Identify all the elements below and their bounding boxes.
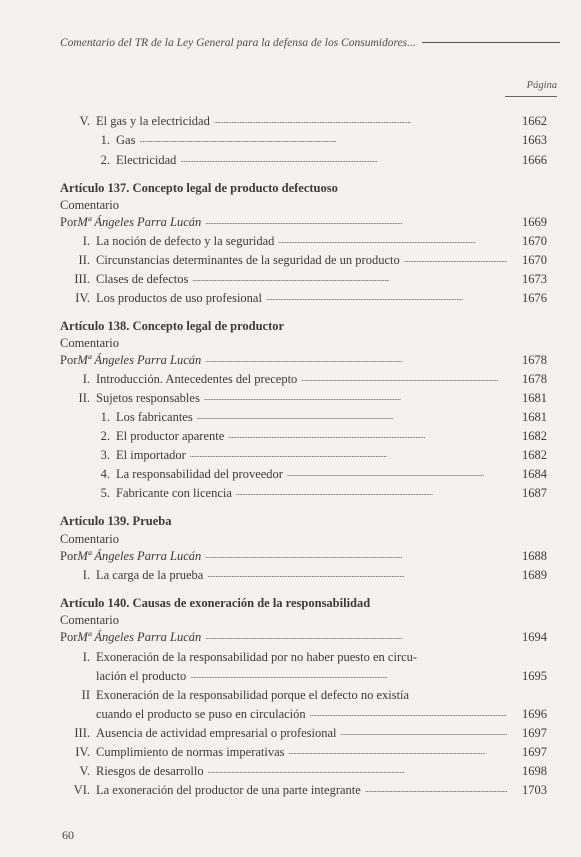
comment-label <box>60 611 547 629</box>
page-ref: 1662 <box>522 114 547 128</box>
entry-text: Introducción. Antecedentes del precepto <box>96 372 298 386</box>
entry-text: El gas y la electricidad <box>96 114 210 128</box>
toc-entry-continued <box>96 705 547 723</box>
leader-dots <box>337 724 507 742</box>
entry-text: La responsabilidad del proveedor <box>116 467 283 481</box>
author-name: Mª Ángeles Parra Lucán <box>77 549 202 563</box>
entry-text: La noción de defecto y la seguridad <box>96 234 275 248</box>
toc-entry <box>58 370 547 388</box>
entry-number: I. <box>82 372 90 386</box>
header-rule <box>422 42 560 43</box>
author-entry <box>60 213 547 231</box>
article-title: Artículo 140. Causas de exoneración de la responsabilidad <box>60 596 371 610</box>
article-title: Artículo 138. Concepto legal de productor <box>60 319 285 333</box>
page-ref: 1681 <box>522 410 547 424</box>
entry-number: 5. <box>100 486 110 500</box>
page-ref: 1682 <box>522 448 547 462</box>
entry-number: I. <box>82 568 90 582</box>
article-title: Artículo 139. Prueba <box>60 514 172 528</box>
entry-text: La exoneración del productor de una parte integrante <box>96 783 361 797</box>
leader-dots <box>186 446 507 464</box>
author-prefix: Por <box>60 630 78 644</box>
comment-label <box>60 334 547 352</box>
entry-text: Circunstancias determinantes de la seguridad de un producto <box>96 253 400 267</box>
page-column-rule <box>505 96 557 97</box>
comment-text: Comentario <box>60 613 120 627</box>
article-heading <box>60 512 547 530</box>
entry-text: Electricidad <box>116 153 177 167</box>
page-ref: 1666 <box>522 153 547 167</box>
article-heading <box>60 317 547 335</box>
entry-number: V. <box>79 764 90 778</box>
toc-entry <box>58 686 547 704</box>
page-ref: 1663 <box>522 133 547 147</box>
toc-entry <box>78 465 547 483</box>
toc-entry <box>58 289 547 307</box>
entry-text: El importador <box>116 448 186 462</box>
leader-dots <box>203 566 507 584</box>
entry-text: Exoneración de la responsabilidad por no haber puesto en circu- <box>96 650 418 664</box>
entry-text: Cumplimiento de normas imperativas <box>96 745 285 759</box>
toc-entry <box>78 427 547 445</box>
entry-number: IV. <box>75 745 90 759</box>
entry-number: 2. <box>100 429 110 443</box>
page-ref: 1688 <box>522 549 547 563</box>
entry-number: 4. <box>100 467 110 481</box>
author-entry <box>60 351 547 369</box>
toc-entry <box>78 131 547 149</box>
entry-text-continued: lación el producto <box>96 669 187 683</box>
page-ref: 1673 <box>522 272 547 286</box>
page-ref: 1670 <box>522 234 547 248</box>
article-heading <box>60 594 547 612</box>
toc-entry <box>58 724 547 742</box>
leader-dots <box>224 427 507 445</box>
toc-entry-continued <box>96 667 547 685</box>
leader-dots <box>201 628 507 646</box>
leader-dots <box>201 547 507 565</box>
leader-dots <box>400 251 507 269</box>
leader-dots <box>193 408 507 426</box>
entry-text: El productor aparente <box>116 429 225 443</box>
toc-entry <box>58 251 547 269</box>
toc-entry <box>58 232 547 250</box>
page-ref: 1676 <box>522 291 547 305</box>
entry-number: III. <box>74 272 90 286</box>
entry-number: 1. <box>100 133 110 147</box>
leader-dots <box>210 112 507 130</box>
toc-entry <box>58 762 547 780</box>
author-entry <box>60 628 547 646</box>
entry-text: Clases de defectos <box>96 272 189 286</box>
leader-dots <box>285 743 507 761</box>
entry-number: I. <box>82 234 90 248</box>
leader-dots <box>274 232 507 250</box>
page-ref: 1669 <box>522 215 547 229</box>
toc-entry <box>58 270 547 288</box>
comment-label <box>60 530 547 548</box>
author-prefix: Por <box>60 353 78 367</box>
toc-entry <box>58 112 547 130</box>
entry-text: Exoneración de la responsabilidad porque el defecto no existía <box>96 688 410 702</box>
entry-text: Ausencia de actividad empresarial o profesional <box>96 726 337 740</box>
leader-dots <box>297 370 507 388</box>
leader-dots <box>232 484 507 502</box>
entry-text: Los productos de uso profesional <box>96 291 262 305</box>
page-ref: 1696 <box>522 707 547 721</box>
author-prefix: Por <box>60 549 78 563</box>
page-ref: 1697 <box>522 726 547 740</box>
toc-entry <box>58 648 547 666</box>
entry-number: VI. <box>73 783 90 797</box>
comment-text: Comentario <box>60 336 120 350</box>
entry-number: I. <box>82 650 90 664</box>
entry-text: Los fabricantes <box>116 410 193 424</box>
page-ref: 1681 <box>522 391 547 405</box>
toc-entry <box>58 566 547 584</box>
entry-number: II. <box>78 253 90 267</box>
entry-number: 3. <box>100 448 110 462</box>
leader-dots <box>262 289 507 307</box>
page-ref: 1694 <box>522 630 547 644</box>
toc-entry <box>78 151 547 169</box>
toc-entry <box>58 743 547 761</box>
page-ref: 1698 <box>522 764 547 778</box>
entry-number: II <box>81 688 90 702</box>
leader-dots <box>176 151 507 169</box>
entry-text: Gas <box>116 133 136 147</box>
comment-text: Comentario <box>60 198 120 212</box>
leader-dots <box>200 389 507 407</box>
toc-entry <box>58 781 547 799</box>
page-ref: 1678 <box>522 353 547 367</box>
leader-dots <box>201 213 507 231</box>
author-name: Mª Ángeles Parra Lucán <box>77 215 202 229</box>
article-title: Artículo 137. Concepto legal de producto defectuoso <box>60 181 338 195</box>
page-ref: 1687 <box>522 486 547 500</box>
leader-dots <box>188 270 507 288</box>
leader-dots <box>306 705 507 723</box>
page-ref: 1697 <box>522 745 547 759</box>
page-ref: 1684 <box>522 467 547 481</box>
comment-label <box>60 196 547 214</box>
leader-dots <box>361 781 507 799</box>
leader-dots <box>186 667 507 685</box>
entry-number: III. <box>74 726 90 740</box>
entry-number: V. <box>79 114 90 128</box>
leader-dots <box>204 762 507 780</box>
entry-text: La carga de la prueba <box>96 568 204 582</box>
author-name: Mª Ángeles Parra Lucán <box>77 630 202 644</box>
page-ref: 1678 <box>522 372 547 386</box>
page-ref: 1689 <box>522 568 547 582</box>
entry-number: II. <box>78 391 90 405</box>
entry-text-continued: cuando el producto se puso en circulación <box>96 707 306 721</box>
page-number: 60 <box>62 828 74 842</box>
leader-dots <box>135 131 507 149</box>
article-heading <box>60 179 547 197</box>
page-ref: 1682 <box>522 429 547 443</box>
page-ref: 1703 <box>522 783 547 797</box>
toc-entry <box>78 446 547 464</box>
entry-number: 2. <box>100 153 110 167</box>
author-name: Mª Ángeles Parra Lucán <box>77 353 202 367</box>
author-entry <box>60 547 547 565</box>
page-ref: 1670 <box>522 253 547 267</box>
running-header <box>60 37 560 49</box>
comment-text: Comentario <box>60 532 120 546</box>
entry-text: Fabricante con licencia <box>116 486 232 500</box>
leader-dots <box>201 351 507 369</box>
entry-number: 1. <box>100 410 110 424</box>
leader-dots <box>283 465 507 483</box>
page-ref: 1695 <box>522 669 547 683</box>
toc-entry <box>78 408 547 426</box>
entry-text: Sujetos responsables <box>96 391 200 405</box>
toc-entry <box>58 389 547 407</box>
entry-text: Riesgos de desarrollo <box>96 764 204 778</box>
entry-number: IV. <box>75 291 90 305</box>
toc-entry <box>78 484 547 502</box>
author-prefix: Por <box>60 215 78 229</box>
running-header-text: Comentario del TR de la Ley General para la defensa de los Consumidores... <box>60 37 416 49</box>
page-column-label: Página <box>526 80 557 91</box>
